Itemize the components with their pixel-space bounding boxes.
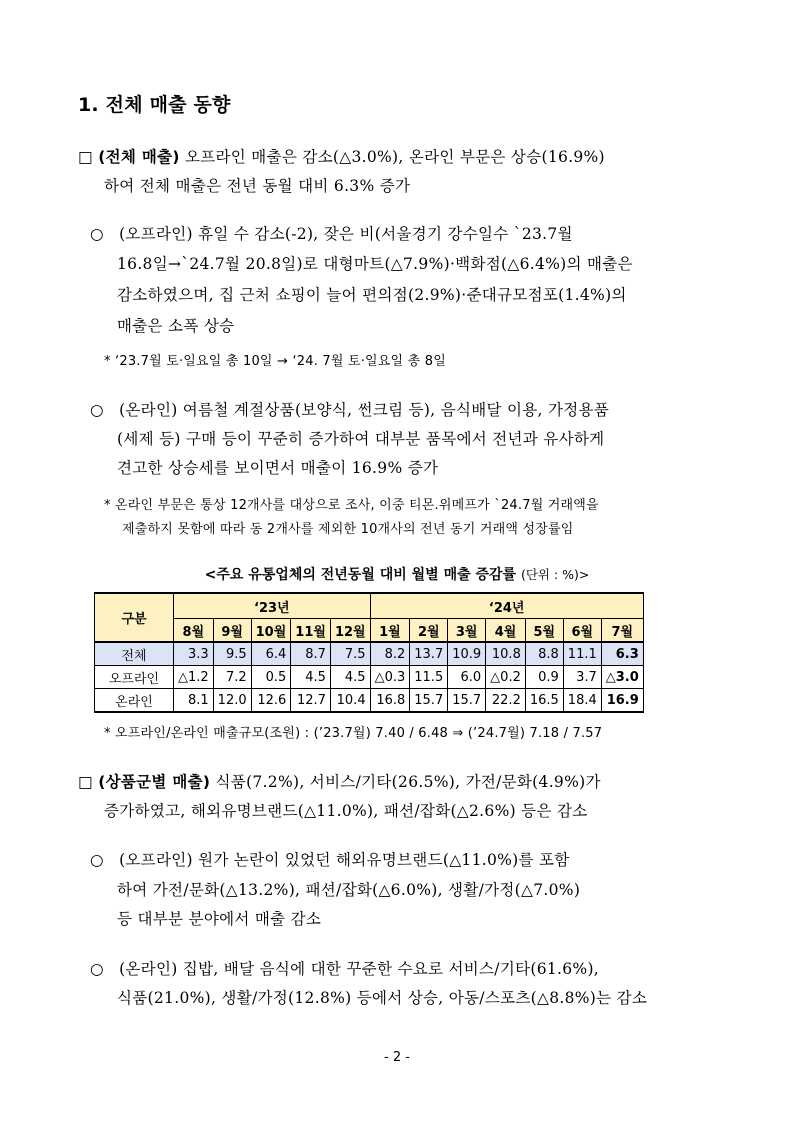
table-cell: △1.2 bbox=[174, 666, 214, 689]
year-2024-header: ‘24년 bbox=[370, 593, 643, 619]
table-body bbox=[95, 642, 644, 712]
year-2023-header: ‘23년 bbox=[174, 593, 371, 619]
table-cell: 3.3 bbox=[174, 642, 214, 666]
square-bullet-icon: □ bbox=[78, 148, 93, 166]
online-category-line-2: 식품(21.0%), 생활/가정(12.8%) 등에서 상승, 아동/스포츠(△8.8%)는 감소 bbox=[117, 989, 648, 1007]
offline-para-line-2: 16.8일→`24.7월 20.8일)로 대형마트(△7.9%)·백화점(△6.4%)의 매출은 bbox=[117, 255, 633, 273]
holiday-note: * ‘23.7월 토·일요일 총 10일 → ‘24. 7월 토·일요일 총 8일 bbox=[104, 354, 446, 369]
monthly-sales-growth-table bbox=[94, 592, 644, 713]
table-cell: 15.7 bbox=[448, 689, 486, 713]
month-header-row bbox=[95, 619, 644, 643]
table-cell: 9.5 bbox=[213, 642, 251, 666]
circle-bullet-icon: ○ bbox=[90, 851, 104, 869]
table-caption-title: <주요 유통업체의 전년동월 대비 월별 매출 증감률 bbox=[204, 567, 517, 583]
table-cell: 8.1 bbox=[174, 689, 214, 713]
offline-category-line-2: 하여 가전/문화(△13.2%), 패션/잡화(△6.0%), 생활/가정(△7.0%) bbox=[117, 881, 581, 899]
table-cell: 8.2 bbox=[370, 642, 410, 666]
month-header: 7월 bbox=[601, 619, 643, 643]
offline-para-line-1 bbox=[90, 222, 573, 244]
row-label: 전체 bbox=[95, 642, 174, 666]
month-header: 11월 bbox=[291, 619, 331, 643]
table-cell: 6.3 bbox=[601, 642, 643, 666]
online-para-line-3: 견고한 상승세를 보이면서 매출이 16.9% 증가 bbox=[117, 459, 439, 477]
online-para-text-1: (온라인) 여름철 계절상품(보양식, 썬크림 등), 음식배달 이용, 가정용품 bbox=[119, 401, 610, 419]
table-caption-unit: (단위 : %)> bbox=[520, 567, 590, 582]
table-cell: 8.8 bbox=[525, 642, 563, 666]
table-cell: △0.2 bbox=[486, 666, 526, 689]
table-cell: 12.0 bbox=[213, 689, 251, 713]
month-header: 6월 bbox=[563, 619, 601, 643]
table-cell: 3.7 bbox=[563, 666, 601, 689]
row-label: 온라인 bbox=[95, 689, 174, 713]
month-header: 8월 bbox=[174, 619, 214, 643]
table-cell: 18.4 bbox=[563, 689, 601, 713]
category-sales-line-1 bbox=[78, 770, 601, 792]
circle-bullet-icon: ○ bbox=[90, 225, 104, 243]
table-cell: 4.5 bbox=[330, 666, 370, 689]
table-cell: 8.7 bbox=[291, 642, 331, 666]
table-cell: 22.2 bbox=[486, 689, 526, 713]
offline-para-line-4: 매출은 소폭 상승 bbox=[117, 317, 235, 335]
category-sales-line-2: 증가하였고, 해외유명브랜드(△11.0%), 패션/잡화(△2.6%) 등은 감소 bbox=[104, 802, 588, 820]
month-header: 10월 bbox=[251, 619, 291, 643]
table-cell: △3.0 bbox=[601, 666, 643, 689]
table-cell: 11.1 bbox=[563, 642, 601, 666]
offline-para-line-3: 감소하였으며, 집 근처 쇼핑이 늘어 편의점(2.9%)·준대규모점포(1.4%)의 bbox=[117, 286, 627, 304]
table-row bbox=[95, 689, 644, 713]
offline-category-line-1 bbox=[90, 848, 570, 870]
table-cell: △0.3 bbox=[370, 666, 410, 689]
table-cell: 4.5 bbox=[291, 666, 331, 689]
square-bullet-icon: □ bbox=[78, 773, 93, 791]
table-cell: 13.7 bbox=[410, 642, 448, 666]
table-cell: 10.9 bbox=[448, 642, 486, 666]
section-title: 1. 전체 매출 동향 bbox=[78, 94, 231, 116]
table-cell: 16.5 bbox=[525, 689, 563, 713]
offline-para-text-1: (오프라인) 휴일 수 감소(-2), 잦은 비(서울경기 강수일수 `23.7월 bbox=[119, 225, 573, 243]
overall-sales-text-1: 오프라인 매출은 감소(△3.0%), 온라인 부문은 상승(16.9%) bbox=[179, 148, 605, 166]
table-cell: 10.8 bbox=[486, 642, 526, 666]
overall-sales-line-1 bbox=[78, 145, 605, 167]
table-cell: 15.7 bbox=[410, 689, 448, 713]
table-cell: 0.9 bbox=[525, 666, 563, 689]
table-cell: 6.0 bbox=[448, 666, 486, 689]
month-header: 1월 bbox=[370, 619, 410, 643]
online-para-line-2: (세제 등) 구매 등이 꾸준히 증가하여 대부분 품목에서 전년과 유사하게 bbox=[117, 430, 605, 448]
table-corner-header: 구분 bbox=[95, 593, 174, 642]
online-category-line-1 bbox=[90, 957, 599, 979]
table-cell: 0.5 bbox=[251, 666, 291, 689]
month-header: 4월 bbox=[486, 619, 526, 643]
online-note-line-2: 제출하지 못함에 따라 동 2개사를 제외한 10개사의 전년 동기 거래액 성장률임 bbox=[122, 522, 574, 537]
overall-sales-line-2: 하여 전체 매출은 전년 동월 대비 6.3% 증가 bbox=[104, 177, 411, 195]
offline-category-line-3: 등 대부분 분야에서 매출 감소 bbox=[117, 910, 322, 928]
table-cell: 7.2 bbox=[213, 666, 251, 689]
circle-bullet-icon: ○ bbox=[90, 401, 104, 419]
circle-bullet-icon: ○ bbox=[90, 960, 104, 978]
overall-sales-keyword: (전체 매출) bbox=[98, 148, 180, 166]
table-row bbox=[95, 666, 644, 689]
month-header: 2월 bbox=[410, 619, 448, 643]
offline-category-text-1: (오프라인) 원가 논란이 있었던 해외유명브랜드(△11.0%)를 포함 bbox=[119, 851, 570, 869]
table-cell: 11.5 bbox=[410, 666, 448, 689]
online-note-line-1: * 온라인 부문은 통상 12개사를 대상으로 조사, 이중 티몬.위메프가 `24.7월 거래액을 bbox=[104, 498, 599, 513]
month-header: 12월 bbox=[330, 619, 370, 643]
month-header: 9월 bbox=[213, 619, 251, 643]
table-caption bbox=[0, 564, 794, 584]
category-sales-text-1: 식품(7.2%), 서비스/기타(26.5%), 가전/문화(4.9%)가 bbox=[210, 773, 601, 791]
table-cell: 12.7 bbox=[291, 689, 331, 713]
table-cell: 10.4 bbox=[330, 689, 370, 713]
month-header: 5월 bbox=[525, 619, 563, 643]
row-label: 오프라인 bbox=[95, 666, 174, 689]
month-header: 3월 bbox=[448, 619, 486, 643]
category-sales-keyword: (상품군별 매출) bbox=[98, 773, 211, 791]
online-para-line-1 bbox=[90, 398, 609, 420]
table-cell: 16.9 bbox=[601, 689, 643, 713]
table-cell: 12.6 bbox=[251, 689, 291, 713]
online-category-text-1: (온라인) 집밥, 배달 음식에 대한 꾸준한 수요로 서비스/기타(61.6%), bbox=[119, 960, 600, 978]
table-cell: 7.5 bbox=[330, 642, 370, 666]
page-number: - 2 - bbox=[384, 1050, 410, 1065]
table-cell: 6.4 bbox=[251, 642, 291, 666]
table-footnote: * 오프라인/온라인 매출규모(조원) : (’23.7월) 7.40 / 6.48 ⇒ (’24.7월) 7.18 / 7.57 bbox=[104, 726, 603, 741]
table-row bbox=[95, 642, 644, 666]
table-cell: 16.8 bbox=[370, 689, 410, 713]
